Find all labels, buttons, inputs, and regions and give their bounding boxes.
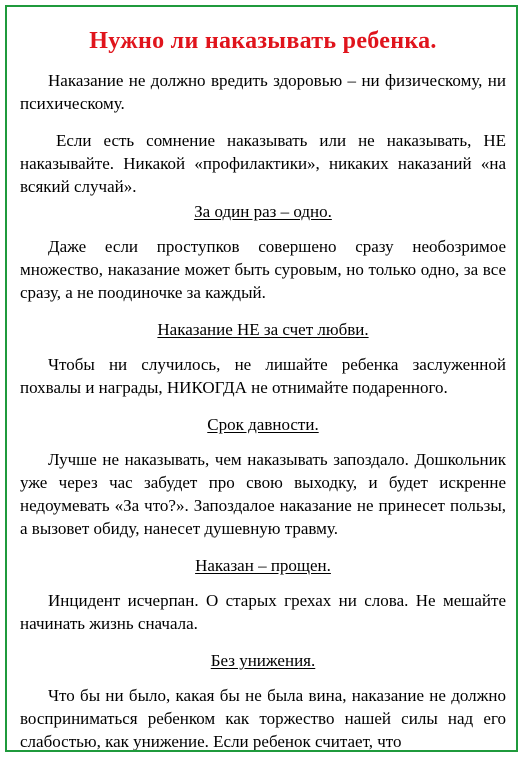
paragraph-without-humiliation: Что бы ни было, какая бы не была вина, наказание не должно восприниматься ребенком как торжество нашей силы над его слабостью, как унижение. Если ребенок считает, что xyxy=(20,686,506,751)
page-border-frame xyxy=(5,5,518,752)
paragraph-not-at-cost-of-love: Чтобы ни случилось, не лишайте ребенка заслуженной похвалы и награды, НИКОГДА не отнимайте подаренного. xyxy=(20,355,506,397)
document-title: Нужно ли наказывать ребенка. xyxy=(89,28,437,54)
paragraph-health: Наказание не должно вредить здоровью – ни физическому, ни психическому. xyxy=(20,71,506,113)
section-heading-punished-forgiven: Наказан – прощен. xyxy=(195,556,331,575)
paragraph-one-at-a-time: Даже если проступков совершено сразу необозримое множество, наказание может быть суровым, но только одно, за все сразу, а не поодиночке за каждый. xyxy=(20,237,506,302)
section-heading-one-at-a-time: За один раз – одно. xyxy=(194,202,332,221)
section-heading-statute-of-limitations: Срок давности. xyxy=(207,415,319,434)
section-heading-without-humiliation: Без унижения. xyxy=(210,651,316,670)
paragraph-doubt: Если есть сомнение наказывать или не наказывать, НЕ наказывайте. Никакой «профилактики», никаких наказаний «на всякий случай». xyxy=(20,131,506,196)
paragraph-statute-of-limitations: Лучше не наказывать, чем наказывать запоздало. Дошкольник уже через час забудет про свою выходку, и будет искренне недоумевать «За что?». Запоздалое наказание не принесет пользы, а вызовет обиду, нанесет душевную травму. xyxy=(20,450,506,538)
section-heading-not-at-cost-of-love: Наказание НЕ за счет любви. xyxy=(157,320,369,339)
paragraph-punished-forgiven: Инцидент исчерпан. О старых грехах ни слова. Не мешайте начинать жизнь сначала. xyxy=(20,591,506,633)
document-body xyxy=(20,27,506,752)
